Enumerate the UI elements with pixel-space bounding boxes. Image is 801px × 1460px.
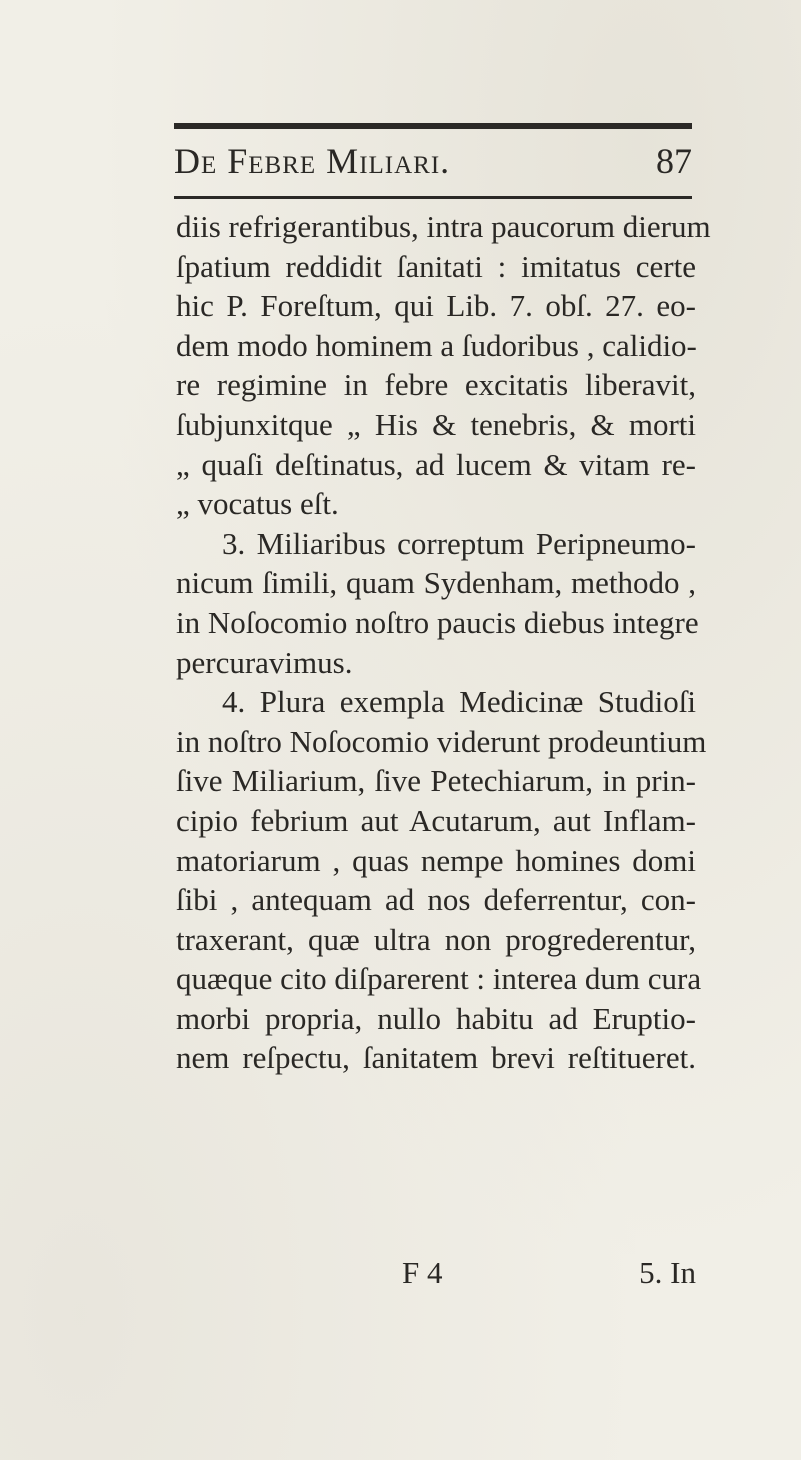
- text-line: matoriarum , quas nempe homines domi: [176, 842, 696, 878]
- text-line: nicum ſimili, quam Sydenham, methodo ,: [176, 565, 696, 601]
- text-line: nem reſpectu, ſanitatem brevi reſtitueret.: [176, 1040, 696, 1076]
- catchword: 5. In: [639, 1255, 696, 1290]
- text-line: ſibi , antequam ad nos deferrentur, con-: [176, 882, 696, 918]
- text-line: ſpatium reddidit ſanitati : imitatus certe: [176, 248, 696, 284]
- signature-mark: F 4: [402, 1255, 443, 1290]
- text-line: hic P. Foreſtum, qui Lib. 7. obſ. 27. eo-: [176, 288, 696, 324]
- page-footer: [176, 1255, 696, 1295]
- text-line: cipio febrium aut Acutarum, aut Inflam-: [176, 802, 696, 838]
- text-line: dem modo hominem a ſudoribus , calidio-: [176, 327, 697, 363]
- header-rule: [174, 123, 692, 129]
- text-line: ſubjunxitque „ His & tenebris, & morti: [176, 406, 696, 442]
- text-line: re regimine in febre excitatis liberavit,: [176, 367, 696, 403]
- text-line: ſive Miliarium, ſive Petechiarum, in prin-: [176, 763, 696, 799]
- paragraph-start-line: 3. Miliaribus correptum Peripneumo-: [222, 525, 696, 561]
- text-line: „ quaſi deſtinatus, ad lucem & vitam re-: [176, 446, 696, 482]
- text-line: traxerant, quæ ultra non progrederentur,: [176, 921, 696, 957]
- paragraph-start-line: 4. Plura exempla Medicinæ Studioſi: [222, 684, 696, 720]
- body-text: [176, 207, 711, 1078]
- text-line: in noſtro Noſocomio viderunt prodeuntium: [176, 723, 707, 759]
- text-line: percuravimus.: [176, 644, 353, 680]
- text-line: diis refrigerantibus, intra paucorum dierum: [176, 209, 711, 244]
- text-line: morbi propria, nullo habitu ad Eruptio-: [176, 1000, 696, 1036]
- running-head: [174, 140, 692, 190]
- text-line: in Noſocomio noſtro paucis diebus integre: [176, 604, 699, 640]
- text-line: „ vocatus eſt.: [176, 486, 339, 522]
- text-line: quæque cito diſparerent : interea dum cura: [176, 961, 702, 997]
- header-underline-rule: [174, 196, 692, 199]
- running-title: De Febre Miliari.: [174, 141, 451, 181]
- page-number: 87: [656, 141, 692, 181]
